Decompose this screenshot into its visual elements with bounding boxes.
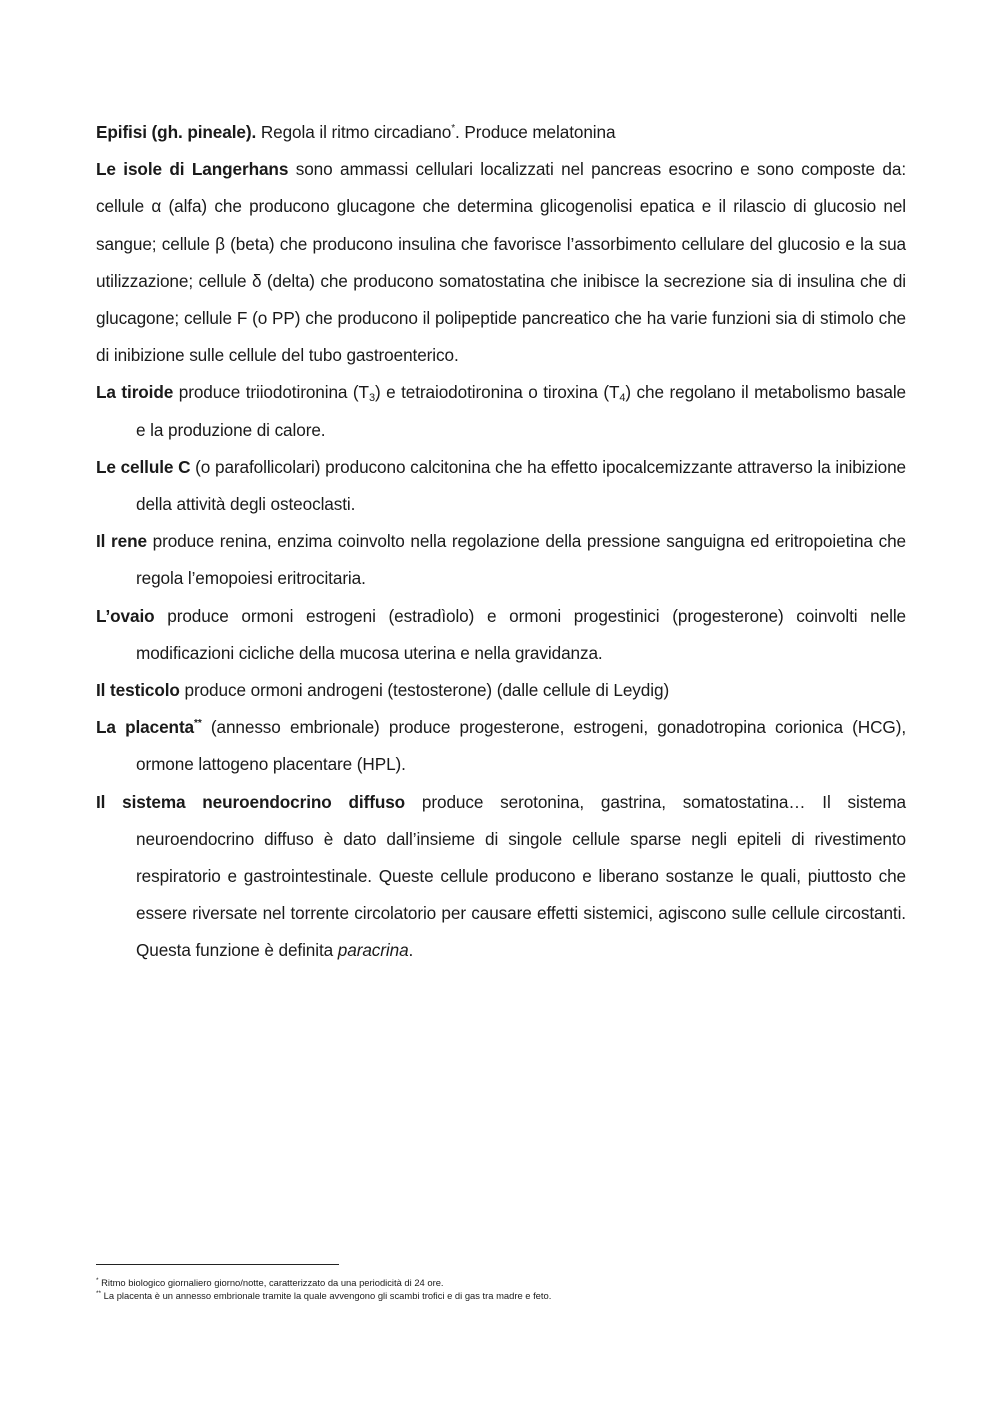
term-neuroendocrino: Il sistema neuroendocrino diffuso <box>96 791 406 812</box>
text-neuroendocrino-end: . <box>408 940 414 961</box>
text-placenta: (annesso embrionale) produce progesterone, estrogeni, gonadotropina corionica (HCG), ormone lattogeno placentare (HPL). <box>136 717 906 775</box>
footnote-ref-2: ** <box>194 718 202 730</box>
body-text <box>96 114 906 970</box>
term-tiroide: La tiroide <box>96 382 174 403</box>
text-tiroide-b: ) e tetraiodotironina o tiroxina (T <box>374 382 620 403</box>
text-neuroendocrino: produce serotonina, gastrina, somatostatina… Il sistema neuroendocrino diffuso è dato dall’insieme di singole cellule sparse negli epiteli di rivestimento respiratorio e gastrointestinale. Queste cellule producono e liberano sostanze le quali, piuttosto che essere riversate nel torrente circolatorio per causare effetti sistemici, agiscono sulle cellule circostanti. Questa funzione è definita <box>136 791 906 961</box>
footnote-1 <box>96 1276 906 1289</box>
term-langerhans: Le isole di Langerhans <box>96 159 289 180</box>
footnote-2 <box>96 1289 906 1302</box>
footnote-ref-1: * <box>451 123 455 134</box>
term-placenta: La placenta <box>96 717 195 738</box>
term-ovaio: L’ovaio <box>96 605 155 626</box>
paragraph-cellule-c <box>96 449 906 523</box>
emphasis-paracrina: paracrina <box>337 940 409 961</box>
text-epifisi-a: Regola il ritmo circadiano <box>256 122 452 142</box>
paragraph-neuroendocrino <box>96 784 906 970</box>
text-ovaio: produce ormoni estrogeni (estradìolo) e ormoni progestinici (progesterone) coinvolti nelle modificazioni cicliche della mucosa uterina e nella gravidanza. <box>136 605 906 663</box>
text-testicolo: produce ormoni androgeni (testosterone) (dalle cellule di Leydig) <box>179 680 670 701</box>
paragraph-tiroide <box>96 374 906 448</box>
footnote-2-mark: ** <box>96 1290 102 1297</box>
paragraph-langerhans <box>96 151 906 374</box>
paragraph-epifisi <box>96 114 906 151</box>
term-cellule-c: Le cellule C <box>96 456 191 477</box>
footnote-1-mark: * <box>96 1277 99 1284</box>
paragraph-testicolo <box>96 672 906 709</box>
footnote-separator <box>96 1264 339 1265</box>
subscript-3: 3 <box>368 392 375 405</box>
footnote-2-text: La placenta è un annesso embrionale tramite la quale avvengono gli scambi trofici e di gas tra madre e feto. <box>101 1290 552 1301</box>
footnote-1-text: Ritmo biologico giornaliero giorno/notte, caratterizzato da una periodicità di 24 ore. <box>98 1277 444 1288</box>
paragraph-placenta <box>96 709 906 783</box>
text-rene: produce renina, enzima coinvolto nella regolazione della pressione sanguigna ed eritropoietina che regola l’emopoiesi eritrocitaria. <box>136 531 906 589</box>
term-testicolo: Il testicolo <box>96 680 180 701</box>
text-cellule-c: (o parafollicolari) producono calcitonina che ha effetto ipocalcemizzante attraverso la inibizione della attività degli osteoclasti. <box>136 456 906 515</box>
text-tiroide-c: ) che regolano il metabolismo basale e la produzione di calore. <box>136 382 906 440</box>
subscript-4: 4 <box>619 392 626 405</box>
paragraph-ovaio <box>96 598 906 672</box>
paragraph-rene <box>96 523 906 597</box>
text-tiroide-a: produce triiodotironina (T <box>173 382 369 403</box>
term-rene: Il rene <box>96 531 147 552</box>
term-epifisi: Epifisi (gh. pineale). <box>96 122 257 142</box>
text-epifisi-b: . Produce melatonina <box>455 122 616 142</box>
footnotes <box>96 1276 906 1302</box>
text-langerhans: sono ammassi cellulari localizzati nel pancreas esocrino e sono composte da: cellule α (alfa) che producono glucagone che determina glicogenolisi epatica e il rilascio di glucosio nel sangue; cellule β (beta) che producono insulina che favorisce l’assorbimento cellulare del glucosio e la sua utilizzazione; cellule δ (delta) che producono somatostatina che inibisce la secrezione sia di insulina che di glucagone; cellule F (o PP) che producono il polipeptide pancreatico che ha varie funzioni sia di stimolo che di inibizione sulle cellule del tubo gastroenterico. <box>96 159 906 366</box>
